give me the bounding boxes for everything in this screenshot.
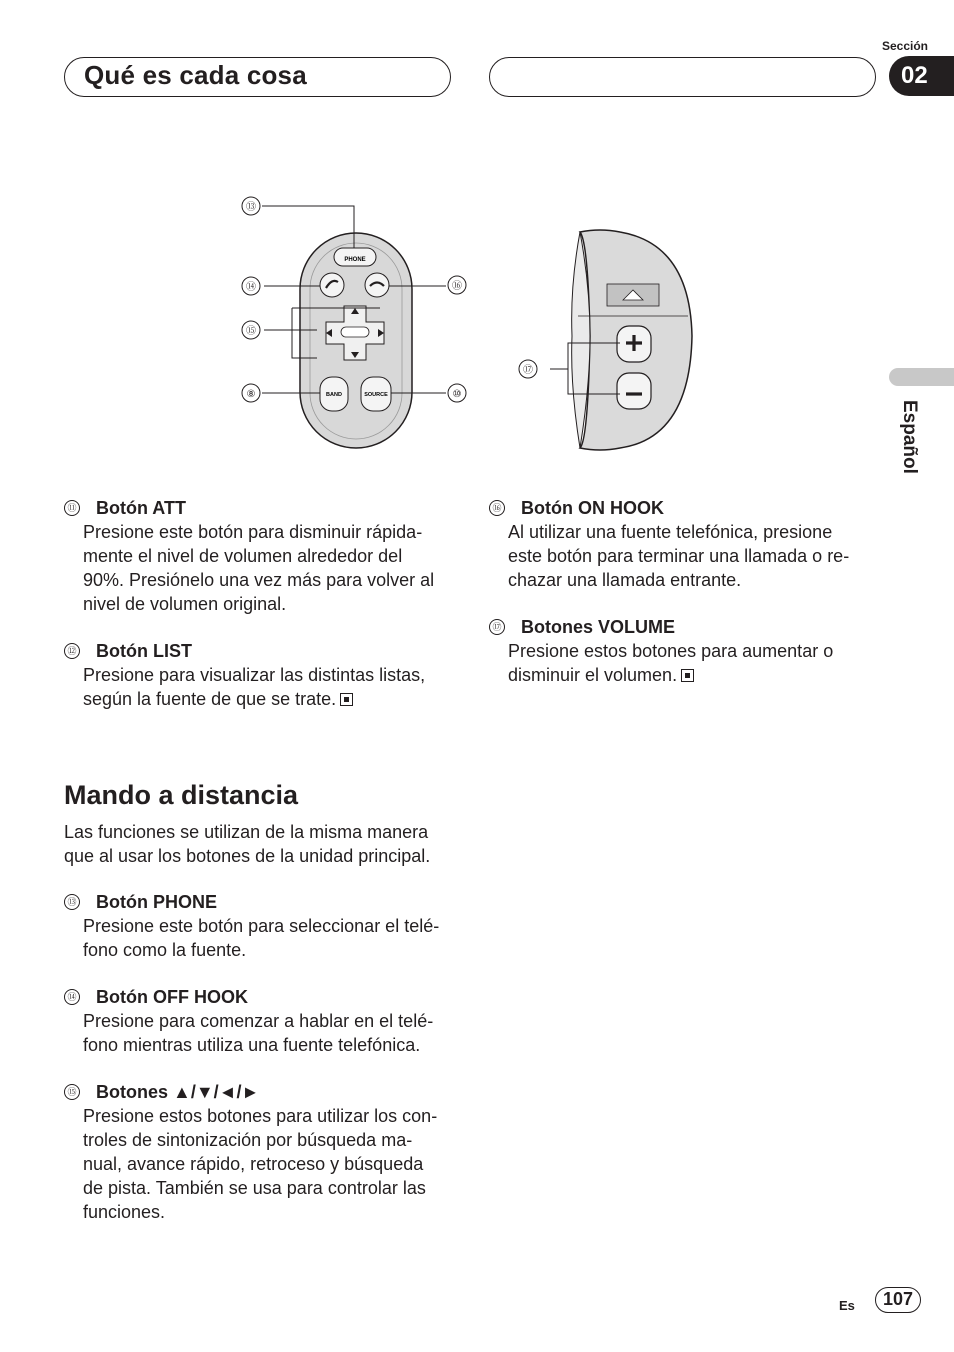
callout-13: ⑬ — [246, 202, 256, 213]
footer-language-code: Es — [839, 1298, 855, 1313]
item-line: fono como la fuente. — [83, 940, 247, 960]
item-body — [489, 639, 889, 687]
left-item-list — [64, 496, 464, 734]
item-volume — [489, 615, 889, 687]
callout-16: ⑯ — [452, 281, 462, 292]
callout-10: ⑩ — [452, 389, 462, 400]
item-title: Botón PHONE — [96, 892, 217, 912]
item-line: nivel de volumen original. — [83, 594, 287, 614]
section-heading: Mando a distancia — [64, 780, 299, 810]
item-off-hook — [64, 985, 464, 1057]
item-line: 90%. Presiónelo una vez más para volver al — [83, 570, 435, 590]
page-title: Qué es cada cosa — [84, 60, 307, 90]
item-line: Presione estos botones para aumentar o — [508, 641, 834, 661]
item-body — [64, 1104, 464, 1224]
item-line-with-end-mark — [83, 687, 464, 711]
item-number: ⑯ — [489, 500, 505, 516]
callout-8: ⑧ — [246, 389, 256, 400]
page-number: 107 — [875, 1287, 921, 1313]
callout-15: ⑮ — [246, 326, 256, 337]
language-label: Español — [899, 400, 920, 474]
item-line: Presione estos botones para utilizar los con- — [83, 1106, 438, 1126]
volume-down-button — [617, 373, 651, 409]
remote-item-list — [64, 890, 464, 1247]
on-hook-button — [365, 273, 389, 297]
phone-button-label: PHONE — [344, 257, 366, 263]
item-line: nual, avance rápido, retroceso y búsqueda — [83, 1154, 424, 1174]
item-line: de pista. También se usa para controlar las — [83, 1178, 426, 1198]
item-body — [64, 914, 464, 962]
item-line: Presione para comenzar a hablar en el telé- — [83, 1011, 434, 1031]
item-title: Botón OFF HOOK — [96, 987, 248, 1007]
callout-14: ⑭ — [246, 282, 256, 293]
end-of-section-icon — [681, 669, 694, 682]
item-line: Presione este botón para disminuir rápida- — [83, 522, 423, 542]
item-line-with-end-mark — [508, 663, 889, 687]
item-line: disminuir el volumen. — [508, 665, 678, 685]
item-number: ⑫ — [64, 643, 80, 659]
item-title: Botones ▲/▼/◄/► — [96, 1082, 260, 1102]
item-list — [64, 639, 464, 711]
header-empty-frame — [489, 57, 876, 97]
section-label: Sección — [881, 39, 928, 53]
item-line: mente el nivel de volumen alrededor del — [83, 546, 403, 566]
section-number-badge: 02 — [889, 56, 954, 96]
item-line: Al utilizar una fuente telefónica, presione — [508, 522, 833, 542]
band-button-label: BAND — [326, 392, 342, 398]
intro-line: Las funciones se utilizan de la misma manera — [64, 822, 429, 842]
item-title: Botón ATT — [96, 498, 186, 518]
item-title: Botón LIST — [96, 641, 192, 661]
item-line: Presione para visualizar las distintas listas, — [83, 665, 426, 685]
item-body — [64, 520, 464, 616]
item-number: ⑬ — [64, 894, 80, 910]
item-arrows — [64, 1080, 464, 1224]
intro-line: que al usar los botones de la unidad principal. — [64, 846, 431, 866]
item-on-hook — [489, 496, 889, 592]
item-line: este botón para terminar una llamada o re- — [508, 546, 850, 566]
item-body — [64, 663, 464, 711]
item-line: fono mientras utiliza una fuente telefónica. — [83, 1035, 421, 1055]
item-phone — [64, 890, 464, 962]
source-button-label: SOURCE — [364, 392, 388, 398]
item-number: ⑰ — [489, 619, 505, 635]
remote-back-diagram — [510, 226, 710, 456]
item-title: Botón ON HOOK — [521, 498, 664, 518]
item-number: ⑭ — [64, 989, 80, 1005]
item-title: Botones VOLUME — [521, 617, 676, 637]
item-att — [64, 496, 464, 616]
item-line: según la fuente de que se trate. — [83, 689, 337, 709]
item-line: chazar una llamada entrante. — [508, 570, 742, 590]
end-of-section-icon — [340, 693, 353, 706]
item-number: ⑮ — [64, 1084, 80, 1100]
item-number: ⑪ — [64, 500, 80, 516]
right-item-list — [489, 496, 889, 710]
section-intro — [64, 820, 464, 868]
remote-diagram — [230, 190, 480, 455]
item-line: troles de sintonización por búsqueda ma- — [83, 1130, 413, 1150]
item-body — [489, 520, 889, 592]
callout-17: ⑰ — [523, 365, 533, 376]
off-hook-button — [320, 273, 344, 297]
item-line: Presione este botón para seleccionar el telé- — [83, 916, 440, 936]
item-body — [64, 1009, 464, 1057]
item-line: funciones. — [83, 1202, 166, 1222]
language-tab-marker — [889, 368, 954, 386]
